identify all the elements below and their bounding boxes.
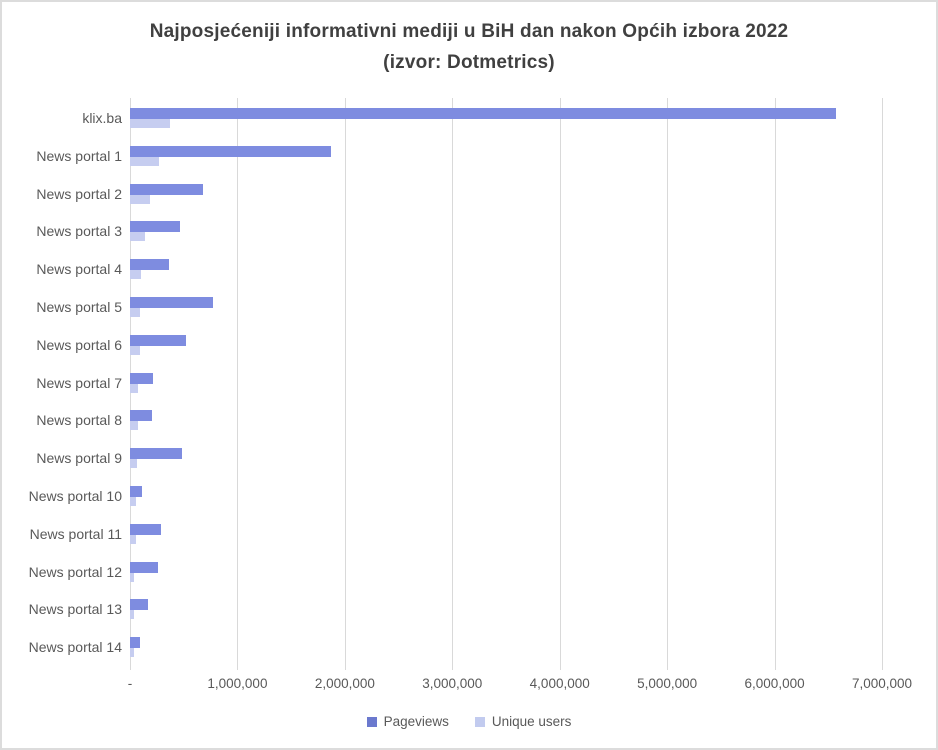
chart-title-line-1: Najposjećeniji informativni mediji u BiH dan nakon Općih izbora 2022 — [149, 21, 789, 42]
category-label: News portal 12 — [28, 563, 122, 580]
value-tick-label: 5,000,000 — [637, 676, 698, 691]
unique-users-bar — [130, 308, 140, 317]
legend-label: Pageviews — [383, 714, 449, 729]
bar-row — [130, 589, 882, 627]
legend — [2, 714, 936, 729]
unique-users-bar — [130, 573, 134, 582]
unique-users-bar — [130, 535, 136, 544]
bar-row — [130, 514, 882, 552]
bar-row — [130, 249, 882, 287]
pageviews-bar — [130, 599, 148, 610]
bar-row — [130, 400, 882, 438]
value-tick-label: 2,000,000 — [314, 676, 375, 691]
category-label: News portal 9 — [36, 450, 122, 467]
unique-users-bar — [130, 119, 170, 128]
value-tick-label: 3,000,000 — [422, 676, 483, 691]
value-tick-label: - — [127, 676, 133, 691]
unique-users-bar — [130, 157, 159, 166]
pageviews-bar — [130, 486, 142, 497]
category-label: News portal 5 — [36, 298, 122, 315]
bar-row — [130, 174, 882, 212]
category-label: News portal 10 — [28, 487, 122, 504]
pageviews-bar — [130, 524, 161, 535]
unique-users-bar — [130, 648, 134, 657]
legend-item — [475, 714, 572, 729]
value-axis — [127, 676, 913, 696]
bar-row — [130, 325, 882, 363]
category-label: News portal 13 — [28, 601, 122, 618]
unique-users-bar — [130, 346, 140, 355]
pageviews-bar — [130, 448, 182, 459]
bar-row — [130, 287, 882, 325]
bar-row — [130, 363, 882, 401]
bar-row — [130, 476, 882, 514]
category-label: News portal 11 — [29, 525, 122, 542]
legend-swatch-icon — [475, 717, 485, 727]
category-label: News portal 7 — [36, 374, 122, 391]
chart-title — [2, 16, 936, 78]
category-label: News portal 1 — [36, 147, 122, 164]
unique-users-bar — [130, 270, 141, 279]
category-axis — [2, 98, 122, 665]
category-label: klix.ba — [82, 109, 122, 126]
legend-label: Unique users — [491, 714, 572, 729]
pageviews-bar — [130, 335, 186, 346]
category-label: News portal 3 — [36, 223, 122, 240]
gridline — [882, 98, 883, 670]
unique-users-bar — [130, 459, 137, 468]
value-tick-label: 1,000,000 — [207, 676, 268, 691]
category-label: News portal 4 — [36, 261, 122, 278]
category-label: News portal 8 — [36, 412, 122, 429]
value-tick-label: 4,000,000 — [529, 676, 590, 691]
bar-row — [130, 98, 882, 136]
pageviews-bar — [130, 637, 140, 648]
category-label: News portal 14 — [28, 639, 122, 656]
bar-row — [130, 136, 882, 174]
pageviews-bar — [130, 221, 180, 232]
category-label: News portal 2 — [36, 185, 122, 202]
pageviews-bar — [130, 410, 152, 421]
legend-item — [367, 714, 449, 729]
unique-users-bar — [130, 384, 138, 393]
bar-row — [130, 627, 882, 665]
pageviews-bar — [130, 146, 331, 157]
unique-users-bar — [130, 497, 136, 506]
bar-row — [130, 552, 882, 590]
unique-users-bar — [130, 421, 138, 430]
plot-area — [130, 98, 882, 665]
pageviews-bar — [130, 184, 203, 195]
unique-users-bar — [130, 610, 134, 619]
value-tick-label: 7,000,000 — [851, 676, 913, 691]
bar-row — [130, 438, 882, 476]
unique-users-bar — [130, 232, 145, 241]
bar-row — [130, 211, 882, 249]
value-tick-label: 6,000,000 — [744, 676, 805, 691]
pageviews-bar — [130, 297, 213, 308]
unique-users-bar — [130, 195, 150, 204]
pageviews-bar — [130, 108, 836, 119]
legend-swatch-icon — [367, 717, 377, 727]
pageviews-bar — [130, 562, 158, 573]
pageviews-bar — [130, 373, 153, 384]
chart-title-line-2: (izvor: Dotmetrics) — [383, 52, 555, 73]
category-label: News portal 6 — [36, 336, 122, 353]
pageviews-bar — [130, 259, 169, 270]
